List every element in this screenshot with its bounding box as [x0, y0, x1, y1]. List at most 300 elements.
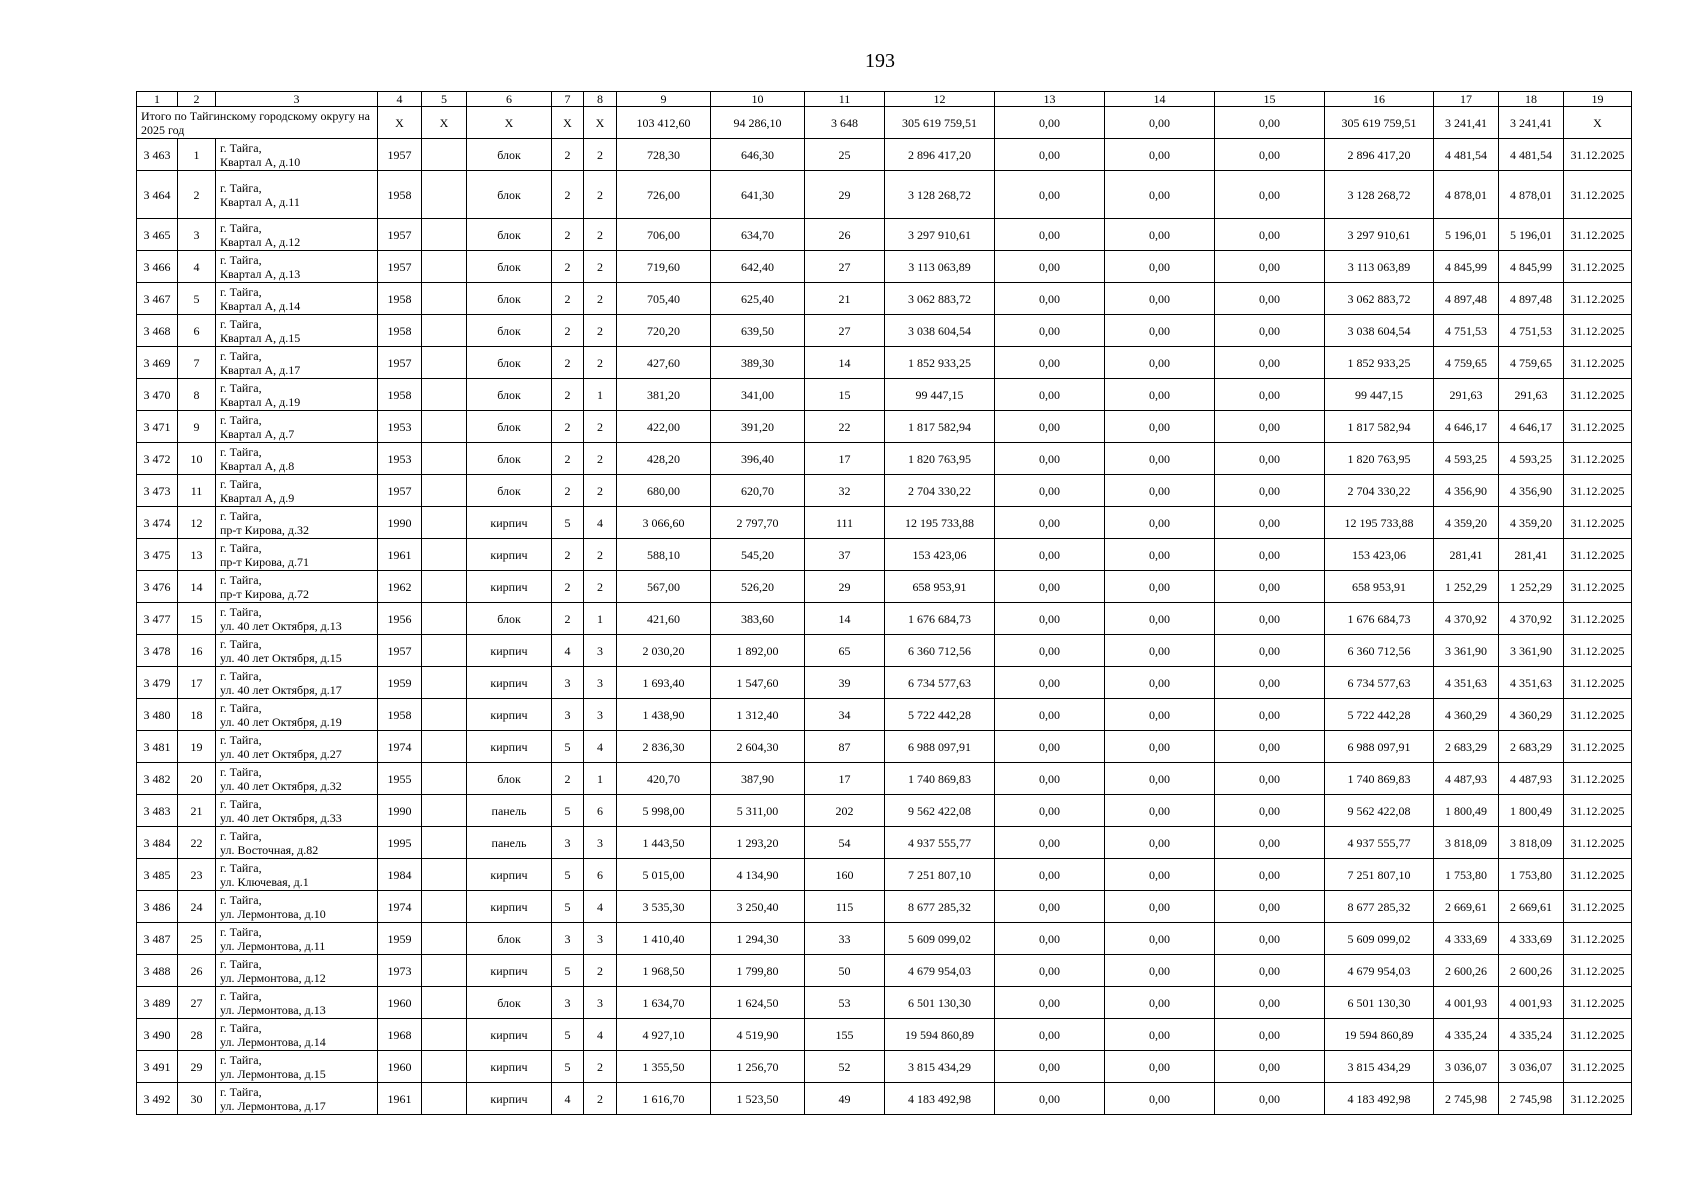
column-number: 7 — [552, 92, 584, 107]
table-row — [137, 507, 1632, 539]
entrances: 4 — [584, 507, 617, 539]
address-cell — [216, 315, 378, 347]
zero-13: 0,00 — [995, 283, 1105, 315]
item-index: 5 — [178, 283, 216, 315]
total-area: 1 438,90 — [617, 699, 711, 731]
deadline: 31.12.2025 — [1564, 443, 1632, 475]
floors: 2 — [552, 315, 584, 347]
table-body — [137, 92, 1632, 1115]
planned-cost: 7 251 807,10 — [885, 859, 995, 891]
living-area: 1 523,50 — [711, 1083, 805, 1115]
floors: 5 — [552, 795, 584, 827]
deadline: 31.12.2025 — [1564, 923, 1632, 955]
entrances: 2 — [584, 1051, 617, 1083]
address-street: пр-т Кирова, д.71 — [220, 554, 310, 569]
zero-15: 0,00 — [1215, 891, 1325, 923]
build-year: 1960 — [378, 987, 422, 1019]
deadline: 31.12.2025 — [1564, 859, 1632, 891]
living-area: 634,70 — [711, 219, 805, 251]
build-year: 1984 — [378, 859, 422, 891]
max-cost-per-m2: 4 333,69 — [1499, 923, 1564, 955]
address-city: г. Тайга, — [220, 668, 262, 683]
floors: 3 — [552, 667, 584, 699]
address-cell — [216, 571, 378, 603]
row-number: 3 471 — [137, 411, 178, 443]
col-5 — [422, 1051, 467, 1083]
total-area: 719,60 — [617, 251, 711, 283]
column-number: 14 — [1105, 92, 1215, 107]
floors: 5 — [552, 1051, 584, 1083]
address-city: г. Тайга, — [220, 1052, 262, 1067]
item-index: 9 — [178, 411, 216, 443]
max-cost-per-m2: 2 669,61 — [1499, 891, 1564, 923]
table-row — [137, 763, 1632, 795]
living-area: 389,30 — [711, 347, 805, 379]
row-number: 3 476 — [137, 571, 178, 603]
residents: 27 — [805, 251, 885, 283]
deadline: 31.12.2025 — [1564, 139, 1632, 171]
deadline: 31.12.2025 — [1564, 219, 1632, 251]
column-number: 13 — [995, 92, 1105, 107]
cost-per-m2: 4 359,20 — [1434, 507, 1499, 539]
deadline: 31.12.2025 — [1564, 315, 1632, 347]
item-index: 20 — [178, 763, 216, 795]
address-city: г. Тайга, — [220, 988, 262, 1003]
row-number: 3 472 — [137, 443, 178, 475]
max-cost-per-m2: 4 878,01 — [1499, 171, 1564, 219]
planned-cost: 6 501 130,30 — [885, 987, 995, 1019]
floors: 2 — [552, 603, 584, 635]
cost-per-m2: 4 593,25 — [1434, 443, 1499, 475]
floors: 4 — [552, 635, 584, 667]
planned-cost: 3 297 910,61 — [885, 219, 995, 251]
address-cell — [216, 1051, 378, 1083]
col-5 — [422, 635, 467, 667]
floors: 2 — [552, 539, 584, 571]
col-5 — [422, 315, 467, 347]
address-cell — [216, 891, 378, 923]
total-area: 5 015,00 — [617, 859, 711, 891]
residents: 17 — [805, 763, 885, 795]
table-row — [137, 891, 1632, 923]
floors: 5 — [552, 731, 584, 763]
living-area: 545,20 — [711, 539, 805, 571]
entrances: 2 — [584, 443, 617, 475]
cost-per-m2: 4 878,01 — [1434, 171, 1499, 219]
address-cell — [216, 507, 378, 539]
total-cost: 6 360 712,56 — [1325, 635, 1434, 667]
build-year: 1958 — [378, 379, 422, 411]
zero-15: 0,00 — [1215, 379, 1325, 411]
column-number: 5 — [422, 92, 467, 107]
living-area: 341,00 — [711, 379, 805, 411]
floors: 5 — [552, 955, 584, 987]
residents: 39 — [805, 667, 885, 699]
planned-cost: 1 676 684,73 — [885, 603, 995, 635]
planned-cost: 4 937 555,77 — [885, 827, 995, 859]
build-year: 1990 — [378, 507, 422, 539]
living-area: 4 134,90 — [711, 859, 805, 891]
max-cost-per-m2: 4 759,65 — [1499, 347, 1564, 379]
zero-13: 0,00 — [995, 1051, 1105, 1083]
zero-14: 0,00 — [1105, 1083, 1215, 1115]
zero-15: 0,00 — [1215, 667, 1325, 699]
zero-15: 0,00 — [1215, 283, 1325, 315]
row-number: 3 475 — [137, 539, 178, 571]
address-cell — [216, 347, 378, 379]
item-index: 1 — [178, 139, 216, 171]
total-cost: 19 594 860,89 — [1325, 1019, 1434, 1051]
table-row — [137, 1051, 1632, 1083]
total-cost: 1 820 763,95 — [1325, 443, 1434, 475]
floors: 5 — [552, 507, 584, 539]
cost-per-m2: 4 001,93 — [1434, 987, 1499, 1019]
address-city: г. Тайга, — [220, 732, 262, 747]
planned-cost: 1 852 933,25 — [885, 347, 995, 379]
build-year: 1957 — [378, 251, 422, 283]
entrances: 3 — [584, 635, 617, 667]
cost-per-m2: 281,41 — [1434, 539, 1499, 571]
item-index: 6 — [178, 315, 216, 347]
housing-table — [136, 91, 1632, 1115]
total-area: 427,60 — [617, 347, 711, 379]
total-cell: X — [1564, 107, 1632, 139]
total-cost: 5 722 442,28 — [1325, 699, 1434, 731]
residents: 49 — [805, 1083, 885, 1115]
cost-per-m2: 4 351,63 — [1434, 667, 1499, 699]
zero-15: 0,00 — [1215, 699, 1325, 731]
deadline: 31.12.2025 — [1564, 731, 1632, 763]
column-number: 12 — [885, 92, 995, 107]
cost-per-m2: 4 845,99 — [1434, 251, 1499, 283]
table-row — [137, 955, 1632, 987]
cost-per-m2: 2 669,61 — [1434, 891, 1499, 923]
deadline: 31.12.2025 — [1564, 475, 1632, 507]
wall-material: блок — [467, 379, 552, 411]
zero-15: 0,00 — [1215, 475, 1325, 507]
residents: 26 — [805, 219, 885, 251]
address-city: г. Тайга, — [220, 924, 262, 939]
col-5 — [422, 827, 467, 859]
build-year: 1974 — [378, 891, 422, 923]
address-street: ул. Лермонтова, д.13 — [220, 1002, 326, 1017]
table-row — [137, 571, 1632, 603]
zero-13: 0,00 — [995, 987, 1105, 1019]
wall-material: блок — [467, 475, 552, 507]
row-number: 3 465 — [137, 219, 178, 251]
address-street: Квартал А, д.14 — [220, 298, 301, 313]
cost-per-m2: 2 745,98 — [1434, 1083, 1499, 1115]
wall-material: кирпич — [467, 539, 552, 571]
deadline: 31.12.2025 — [1564, 251, 1632, 283]
address-cell — [216, 539, 378, 571]
build-year: 1957 — [378, 475, 422, 507]
col-5 — [422, 923, 467, 955]
planned-cost: 9 562 422,08 — [885, 795, 995, 827]
address-street: ул. 40 лет Октября, д.19 — [220, 714, 342, 729]
table-row — [137, 987, 1632, 1019]
living-area: 2 604,30 — [711, 731, 805, 763]
wall-material: панель — [467, 827, 552, 859]
living-area: 1 799,80 — [711, 955, 805, 987]
entrances: 2 — [584, 171, 617, 219]
col-5 — [422, 891, 467, 923]
build-year: 1959 — [378, 923, 422, 955]
deadline: 31.12.2025 — [1564, 539, 1632, 571]
total-cell: X — [378, 107, 422, 139]
wall-material: блок — [467, 443, 552, 475]
floors: 2 — [552, 763, 584, 795]
total-cell: 3 241,41 — [1499, 107, 1564, 139]
deadline: 31.12.2025 — [1564, 795, 1632, 827]
residents: 50 — [805, 955, 885, 987]
address-cell — [216, 635, 378, 667]
address-cell — [216, 1083, 378, 1115]
cost-per-m2: 4 897,48 — [1434, 283, 1499, 315]
zero-15: 0,00 — [1215, 411, 1325, 443]
zero-14: 0,00 — [1105, 443, 1215, 475]
entrances: 1 — [584, 603, 617, 635]
col-5 — [422, 443, 467, 475]
table-row — [137, 795, 1632, 827]
build-year: 1956 — [378, 603, 422, 635]
residents: 54 — [805, 827, 885, 859]
address-cell — [216, 251, 378, 283]
deadline: 31.12.2025 — [1564, 171, 1632, 219]
item-index: 13 — [178, 539, 216, 571]
address-city: г. Тайга, — [220, 180, 262, 195]
entrances: 2 — [584, 283, 617, 315]
planned-cost: 12 195 733,88 — [885, 507, 995, 539]
address-city: г. Тайга, — [220, 508, 262, 523]
table-row — [137, 539, 1632, 571]
residents: 155 — [805, 1019, 885, 1051]
living-area: 5 311,00 — [711, 795, 805, 827]
address-cell — [216, 283, 378, 315]
planned-cost: 6 360 712,56 — [885, 635, 995, 667]
floors: 5 — [552, 1019, 584, 1051]
address-street: ул. Восточная, д.82 — [220, 842, 319, 857]
address-cell — [216, 219, 378, 251]
cost-per-m2: 291,63 — [1434, 379, 1499, 411]
column-number: 18 — [1499, 92, 1564, 107]
zero-15: 0,00 — [1215, 1051, 1325, 1083]
zero-15: 0,00 — [1215, 635, 1325, 667]
zero-14: 0,00 — [1105, 347, 1215, 379]
address-street: Квартал А, д.8 — [220, 458, 295, 473]
max-cost-per-m2: 4 370,92 — [1499, 603, 1564, 635]
deadline: 31.12.2025 — [1564, 1019, 1632, 1051]
total-area: 728,30 — [617, 139, 711, 171]
cost-per-m2: 4 335,24 — [1434, 1019, 1499, 1051]
item-index: 7 — [178, 347, 216, 379]
zero-14: 0,00 — [1105, 859, 1215, 891]
living-area: 639,50 — [711, 315, 805, 347]
total-cell: 3 241,41 — [1434, 107, 1499, 139]
floors: 2 — [552, 139, 584, 171]
item-index: 18 — [178, 699, 216, 731]
build-year: 1960 — [378, 1051, 422, 1083]
address-cell — [216, 379, 378, 411]
entrances: 2 — [584, 315, 617, 347]
zero-14: 0,00 — [1105, 571, 1215, 603]
build-year: 1958 — [378, 315, 422, 347]
residents: 21 — [805, 283, 885, 315]
address-street: ул. 40 лет Октября, д.15 — [220, 650, 342, 665]
address-street: Квартал А, д.7 — [220, 426, 295, 441]
cost-per-m2: 4 356,90 — [1434, 475, 1499, 507]
address-cell — [216, 475, 378, 507]
entrances: 2 — [584, 571, 617, 603]
address-city: г. Тайга, — [220, 284, 262, 299]
zero-13: 0,00 — [995, 539, 1105, 571]
max-cost-per-m2: 4 593,25 — [1499, 443, 1564, 475]
address-street: Квартал А, д.13 — [220, 266, 301, 281]
total-cost: 99 447,15 — [1325, 379, 1434, 411]
zero-14: 0,00 — [1105, 251, 1215, 283]
floors: 2 — [552, 283, 584, 315]
address-city: г. Тайга, — [220, 1020, 262, 1035]
total-area: 720,20 — [617, 315, 711, 347]
planned-cost: 4 183 492,98 — [885, 1083, 995, 1115]
col-5 — [422, 667, 467, 699]
max-cost-per-m2: 4 751,53 — [1499, 315, 1564, 347]
cost-per-m2: 4 481,54 — [1434, 139, 1499, 171]
address-street: ул. 40 лет Октября, д.27 — [220, 746, 342, 761]
total-area: 1 443,50 — [617, 827, 711, 859]
total-area: 567,00 — [617, 571, 711, 603]
residents: 160 — [805, 859, 885, 891]
total-cell: 0,00 — [1215, 107, 1325, 139]
cost-per-m2: 4 646,17 — [1434, 411, 1499, 443]
housing-table-container — [136, 91, 1632, 1115]
wall-material: кирпич — [467, 731, 552, 763]
table-row — [137, 1019, 1632, 1051]
total-area: 420,70 — [617, 763, 711, 795]
total-cost: 9 562 422,08 — [1325, 795, 1434, 827]
address-cell — [216, 763, 378, 795]
zero-13: 0,00 — [995, 219, 1105, 251]
row-number: 3 487 — [137, 923, 178, 955]
total-area: 4 927,10 — [617, 1019, 711, 1051]
address-city: г. Тайга, — [220, 828, 262, 843]
deadline: 31.12.2025 — [1564, 763, 1632, 795]
column-number: 19 — [1564, 92, 1632, 107]
build-year: 1968 — [378, 1019, 422, 1051]
item-index: 27 — [178, 987, 216, 1019]
deadline: 31.12.2025 — [1564, 283, 1632, 315]
address-city: г. Тайга, — [220, 796, 262, 811]
max-cost-per-m2: 2 745,98 — [1499, 1083, 1564, 1115]
address-cell — [216, 987, 378, 1019]
address-city: г. Тайга, — [220, 476, 262, 491]
wall-material: блок — [467, 347, 552, 379]
zero-15: 0,00 — [1215, 139, 1325, 171]
address-city: г. Тайга, — [220, 540, 262, 555]
living-area: 3 250,40 — [711, 891, 805, 923]
row-number: 3 483 — [137, 795, 178, 827]
total-area: 422,00 — [617, 411, 711, 443]
deadline: 31.12.2025 — [1564, 987, 1632, 1019]
address-city: г. Тайга, — [220, 444, 262, 459]
total-cost: 1 817 582,94 — [1325, 411, 1434, 443]
entrances: 3 — [584, 667, 617, 699]
living-area: 642,40 — [711, 251, 805, 283]
table-row — [137, 347, 1632, 379]
total-cell: X — [584, 107, 617, 139]
cost-per-m2: 4 751,53 — [1434, 315, 1499, 347]
zero-13: 0,00 — [995, 171, 1105, 219]
zero-15: 0,00 — [1215, 315, 1325, 347]
total-area: 421,60 — [617, 603, 711, 635]
residents: 17 — [805, 443, 885, 475]
zero-15: 0,00 — [1215, 347, 1325, 379]
zero-14: 0,00 — [1105, 763, 1215, 795]
zero-14: 0,00 — [1105, 923, 1215, 955]
total-cell: 94 286,10 — [711, 107, 805, 139]
zero-13: 0,00 — [995, 603, 1105, 635]
item-index: 22 — [178, 827, 216, 859]
table-row — [137, 859, 1632, 891]
entrances: 3 — [584, 827, 617, 859]
entrances: 2 — [584, 955, 617, 987]
total-cost: 6 501 130,30 — [1325, 987, 1434, 1019]
column-number-row — [137, 92, 1632, 107]
col-5 — [422, 507, 467, 539]
max-cost-per-m2: 4 481,54 — [1499, 139, 1564, 171]
residents: 115 — [805, 891, 885, 923]
table-row — [137, 667, 1632, 699]
total-cell: X — [467, 107, 552, 139]
max-cost-per-m2: 4 487,93 — [1499, 763, 1564, 795]
col-5 — [422, 859, 467, 891]
address-city: г. Тайга, — [220, 572, 262, 587]
planned-cost: 2 896 417,20 — [885, 139, 995, 171]
floors: 5 — [552, 859, 584, 891]
floors: 3 — [552, 827, 584, 859]
address-city: г. Тайга, — [220, 764, 262, 779]
total-area: 705,40 — [617, 283, 711, 315]
col-5 — [422, 219, 467, 251]
build-year: 1995 — [378, 827, 422, 859]
zero-14: 0,00 — [1105, 827, 1215, 859]
living-area: 1 256,70 — [711, 1051, 805, 1083]
row-number: 3 473 — [137, 475, 178, 507]
entrances: 6 — [584, 795, 617, 827]
table-row — [137, 923, 1632, 955]
zero-15: 0,00 — [1215, 443, 1325, 475]
col-5 — [422, 795, 467, 827]
item-index: 29 — [178, 1051, 216, 1083]
column-number: 2 — [178, 92, 216, 107]
residents: 14 — [805, 603, 885, 635]
cost-per-m2: 5 196,01 — [1434, 219, 1499, 251]
table-row — [137, 731, 1632, 763]
total-cost: 3 062 883,72 — [1325, 283, 1434, 315]
item-index: 30 — [178, 1083, 216, 1115]
zero-13: 0,00 — [995, 347, 1105, 379]
item-index: 24 — [178, 891, 216, 923]
total-cell: 0,00 — [995, 107, 1105, 139]
address-street: пр-т Кирова, д.32 — [220, 522, 310, 537]
floors: 2 — [552, 411, 584, 443]
max-cost-per-m2: 3 818,09 — [1499, 827, 1564, 859]
planned-cost: 1 740 869,83 — [885, 763, 995, 795]
floors: 2 — [552, 571, 584, 603]
planned-cost: 19 594 860,89 — [885, 1019, 995, 1051]
max-cost-per-m2: 4 646,17 — [1499, 411, 1564, 443]
zero-14: 0,00 — [1105, 219, 1215, 251]
